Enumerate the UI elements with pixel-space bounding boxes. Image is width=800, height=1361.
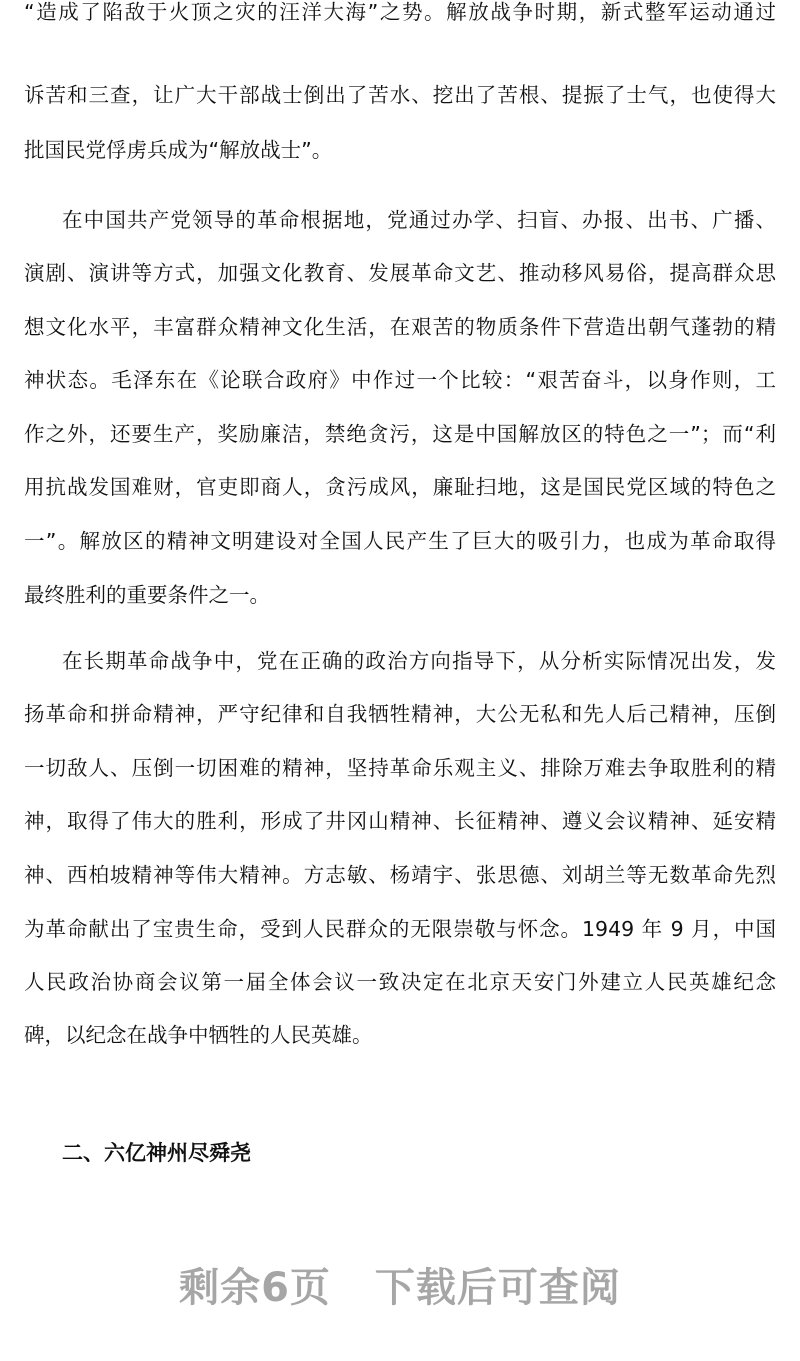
paragraph-line: 诉苦和三查，让广大干部战士倒出了苦水、挖出了苦根、提振了士气，也使得大 (24, 83, 776, 107)
paragraph-line: 神、西柏坡精神等伟大精神。方志敏、杨靖宇、张思德、刘胡兰等无数革命先烈 (24, 863, 776, 887)
paragraph-line: 为革命献出了宝贵生命，受到人民群众的无限崇敬与怀念。1949 年 9 月，中国 (24, 917, 776, 941)
paragraph-line: 演剧、演讲等方式，加强文化教育、发展革命文艺、推动移风易俗，提高群众思 (24, 261, 776, 285)
paragraph-line: 碑，以纪念在战争中牺牲的人民英雄。 (24, 1023, 373, 1047)
paragraph-line: 在长期革命战争中，党在正确的政治方向指导下，从分析实际情况出发，发 (62, 649, 776, 673)
download-banner[interactable] (0, 1256, 800, 1313)
paragraph-line: 作之外，还要生产，奖励廉洁，禁绝贪污，这是中国解放区的特色之一”；而“利 (24, 422, 776, 446)
remaining-pages-label: 剩余6页 (179, 1265, 331, 1311)
paragraph-line: 一切敌人、压倒一切困难的精神，坚持革命乐观主义、排除万难去争取胜利的精 (24, 756, 776, 780)
paragraph-line: 神，取得了伟大的胜利，形成了井冈山精神、长征精神、遵义会议精神、延安精 (24, 809, 776, 833)
paragraph-line: 神状态。毛泽东在《论联合政府》中作过一个比较：“艰苦奋斗，以身作则，工 (24, 368, 776, 392)
paragraph-line: 最终胜利的重要条件之一。 (24, 583, 270, 607)
paragraph-line: 人民政治协商会议第一届全体会议一致决定在北京天安门外建立人民英雄纪念 (24, 970, 776, 994)
download-to-read-label[interactable]: 下载后可查阅 (374, 1265, 621, 1311)
paragraph-line: 想文化水平，丰富群众精神文化生活，在艰苦的物质条件下营造出朝气蓬勃的精 (24, 315, 776, 339)
paragraph-line: 批国民党俘虏兵成为“解放战士”。 (24, 138, 333, 162)
section-heading: 二、六亿神州尽舜尧 (62, 1141, 251, 1165)
paragraph-line: 一”。解放区的精神文明建设对全国人民产生了巨大的吸引力，也成为革命取得 (24, 529, 776, 553)
paragraph-line: 用抗战发国难财，官吏即商人，贪污成风，廉耻扫地，这是国民党区域的特色之 (24, 475, 776, 499)
paragraph-line: 在中国共产党领导的革命根据地，党通过办学、扫盲、办报、出书、广播、 (62, 208, 776, 232)
paragraph-line: “造成了陷敌于火顶之灾的汪洋大海”之势。解放战争时期，新式整军运动通过 (24, 0, 776, 24)
paragraph-line: 扬革命和拼命精神，严守纪律和自我牺牲精神，大公无私和先人后己精神，压倒 (24, 702, 776, 726)
